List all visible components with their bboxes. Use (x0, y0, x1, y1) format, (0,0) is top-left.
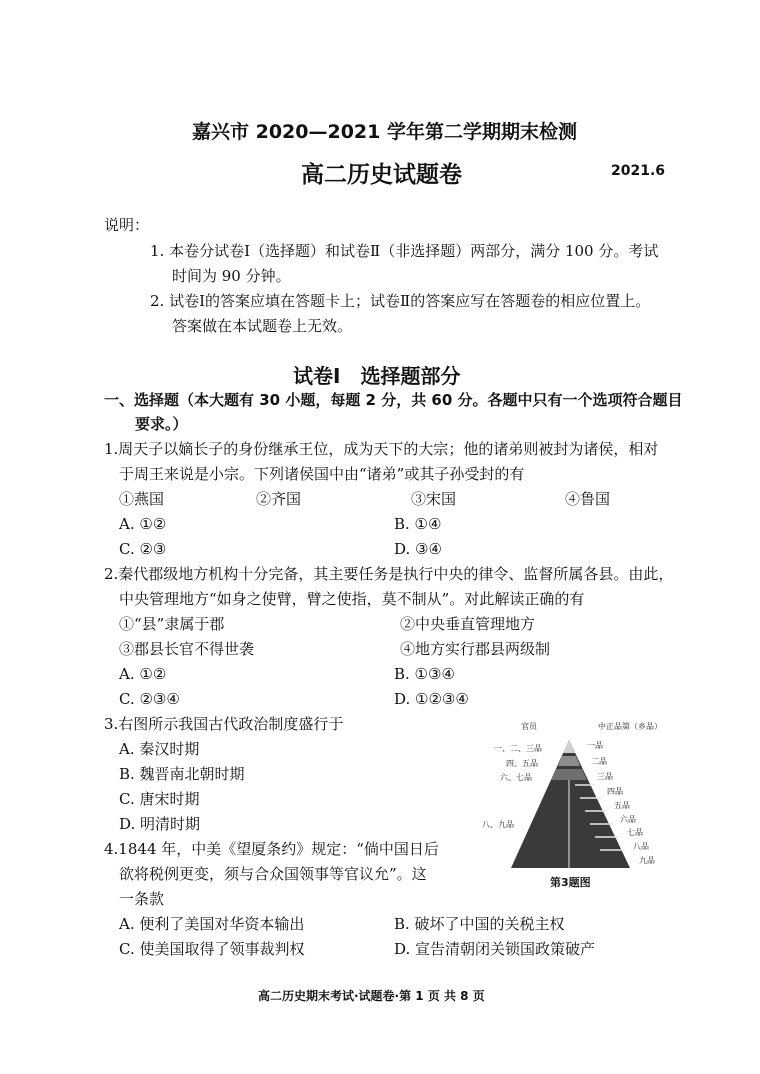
q2-option-d: D. ①②③④ (394, 690, 469, 708)
q2-item-2: ②中央垂直管理地方 (400, 615, 536, 633)
q2-option-a: A. ①② (119, 665, 167, 683)
q4-stem-line1: 4.1844 年，中美《望厦条约》规定：“倘中国日后 (104, 840, 439, 858)
page-footer: 高二历史期末考试·试题卷·第 1 页 共 8 页 (258, 989, 485, 1003)
q4-stem-line3: 一条款 (119, 890, 165, 908)
exam-title-line2: 高二历史试题卷 (301, 162, 462, 188)
figure-right-header: 中正品第（乡品） (598, 722, 662, 731)
q2-item-1: ①“县”隶属于郡 (119, 615, 225, 633)
pyramid-tier-3 (551, 769, 587, 780)
figure-right-label-8: 八品 (633, 842, 649, 851)
q4-option-b: B. 破坏了中国的关税主权 (394, 915, 565, 933)
q4-option-a: A. 便利了美国对华资本输出 (119, 915, 305, 933)
q1-item-2: ②齐国 (256, 490, 302, 508)
figure-left-label-2: 四、五品 (506, 759, 538, 768)
q2-option-b: B. ①③④ (394, 665, 455, 683)
q2-stem-line2: 中央管理地方“如身之使臂，臂之使指，莫不制从”。对此解读正确的有 (119, 590, 585, 608)
figure-right-label-2: 二品 (591, 757, 607, 766)
figure-right-label-3: 三品 (597, 772, 613, 781)
q3-option-b: B. 魏晋南北朝时期 (119, 765, 245, 783)
q1-option-a: A. ①② (119, 515, 167, 533)
q1-option-c: C. ②③ (119, 540, 167, 558)
instruction-2-line1: 2. 试卷Ⅰ的答案应填在答题卡上；试卷Ⅱ的答案应写在答题卷的相应位置上。 (150, 292, 651, 310)
q1-stem-line2: 于周王来说是小宗。下列诸侯国中由“诸弟”或其子孙受封的有 (119, 465, 525, 483)
q1-option-d: D. ③④ (394, 540, 442, 558)
q4-stem-line2: 欲将税例更变，须与合众国领事等官议允”。这 (119, 865, 427, 883)
exam-title-line1: 嘉兴市 2020—2021 学年第二学期期末检测 (192, 121, 577, 143)
figure-right-label-4: 四品 (607, 787, 623, 796)
q1-item-4: ④鲁国 (565, 490, 611, 508)
figure-right-label-6: 六品 (620, 815, 636, 824)
q3-option-a: A. 秦汉时期 (119, 740, 200, 758)
figure-left-header: 官员 (521, 722, 537, 731)
q3-pyramid-figure (476, 716, 706, 894)
figure-right-label-9: 九品 (639, 856, 655, 865)
q3-option-c: C. 唐宋时期 (119, 790, 200, 808)
q2-item-4: ④地方实行郡县两级制 (400, 640, 551, 658)
exam-date: 2021.6 (611, 163, 666, 179)
q2-item-3: ③郡县长官不得世袭 (119, 640, 255, 658)
section-heading-line2: 要求。） (135, 415, 188, 433)
q4-option-d: D. 宣告清朝闭关锁国政策破产 (394, 940, 596, 958)
section-title: 试卷Ⅰ 选择题部分 (293, 364, 461, 388)
instructions-label: 说明： (104, 216, 150, 234)
instruction-1-line2: 时间为 90 分钟。 (172, 267, 291, 285)
figure-left-label-4: 八、九品 (482, 820, 514, 829)
figure-left-label-3: 六、七品 (500, 773, 532, 782)
q2-stem-line1: 2.秦代郡级地方机构十分完备，其主要任务是执行中央的律令、监督所属各县。由此， (104, 565, 674, 583)
q1-item-3: ③宋国 (411, 490, 457, 508)
q2-option-c: C. ②③④ (119, 690, 180, 708)
figure-left-label-1: 一、二、三品 (494, 744, 542, 753)
figure-right-label-1: 一品 (587, 741, 603, 750)
q1-item-1: ①燕国 (119, 490, 165, 508)
instruction-2-line2: 答案做在本试题卷上无效。 (172, 317, 353, 335)
figure-caption: 第3题图 (550, 876, 591, 889)
section-heading-line1: 一、选择题（本大题有 30 小题，每题 2 分，共 60 分。各题中只有一个选项符合题目 (104, 391, 683, 409)
q3-stem: 3.右图所示我国古代政治制度盛行于 (104, 715, 344, 733)
q4-option-c: C. 使美国取得了领事裁判权 (119, 940, 305, 958)
figure-right-label-5: 五品 (614, 801, 630, 810)
q1-stem-line1: 1.周天子以嫡长子的身份继承王位，成为天下的大宗；他的诸弟则被封为诸侯，相对 (104, 440, 659, 458)
figure-right-label-7: 七品 (627, 828, 643, 837)
q1-option-b: B. ①④ (394, 515, 442, 533)
instruction-1-line1: 1. 本卷分试卷Ⅰ（选择题）和试卷Ⅱ（非选择题）两部分，满分 100 分。考试 (150, 242, 659, 260)
pyramid-tier-1 (563, 740, 575, 753)
q3-option-d: D. 明清时期 (119, 815, 201, 833)
